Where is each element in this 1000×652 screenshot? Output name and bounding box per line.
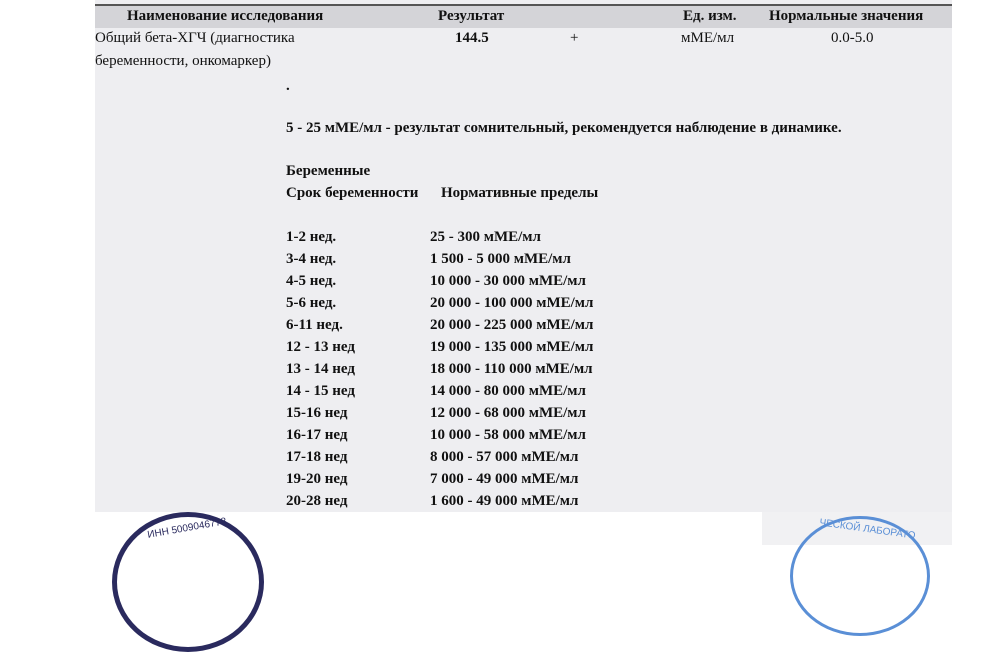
range-term: 19-20 нед [286,471,348,487]
range-limits: 1 500 - 5 000 мМЕ/мл [430,251,571,267]
normal-value: 0.0-5.0 [831,30,874,46]
header-unit: Ед. изм. [683,8,737,24]
range-term: 6-11 нед. [286,317,343,333]
range-term: 13 - 14 нед [286,361,355,377]
right-stamp [790,516,930,636]
range-term: 1-2 нед. [286,229,337,245]
table-header [95,4,952,28]
range-limits: 1 600 - 49 000 мМЕ/мл [430,493,579,509]
right-stamp-text: ЧЕСКОЙ ЛАБОРАТО [818,517,917,542]
range-limits: 20 000 - 100 000 мМЕ/мл [430,295,594,311]
result-flag: + [570,30,579,46]
col-limits: Нормативные пределы [441,185,599,201]
unit-value: мМЕ/мл [681,30,735,46]
range-term: 14 - 15 нед [286,383,355,399]
range-term: 17-18 нед [286,449,348,465]
header-result: Результат [438,8,505,24]
range-term: 16-17 нед [286,427,348,443]
test-name-line1: Общий бета-ХГЧ (диагностика [95,30,295,46]
doubtful-note: 5 - 25 мМЕ/мл - результат сомнительный, рекомендуется наблюдение в динамике. [286,120,842,136]
col-term: Срок беременности [286,185,419,201]
left-stamp [112,512,264,652]
header-name: Наименование исследования [127,8,324,24]
dot: . [286,78,290,94]
range-limits: 10 000 - 58 000 мМЕ/мл [430,427,586,443]
pregnant-heading: Беременные [286,163,371,179]
range-limits: 20 000 - 225 000 мМЕ/мл [430,317,594,333]
header-normal: Нормальные значения [769,8,924,24]
range-term: 15-16 нед [286,405,348,421]
range-limits: 14 000 - 80 000 мМЕ/мл [430,383,586,399]
range-limits: 8 000 - 57 000 мМЕ/мл [430,449,579,465]
range-limits: 25 - 300 мМЕ/мл [430,229,541,245]
range-limits: 12 000 - 68 000 мМЕ/мл [430,405,586,421]
test-name-line2: беременности, онкомаркер) [95,53,271,69]
range-limits: 7 000 - 49 000 мМЕ/мл [430,471,579,487]
range-limits: 18 000 - 110 000 мМЕ/мл [430,361,593,377]
range-term: 5-6 нед. [286,295,337,311]
range-limits: 19 000 - 135 000 мМЕ/мл [430,339,594,355]
result-value: 144.5 [455,30,489,46]
range-limits: 10 000 - 30 000 мМЕ/мл [430,273,586,289]
range-term: 4-5 нед. [286,273,337,289]
range-term: 20-28 нед [286,493,348,509]
range-term: 3-4 нед. [286,251,337,267]
left-stamp-text: ИНН 5009046778 [146,516,228,541]
range-term: 12 - 13 нед [286,339,355,355]
